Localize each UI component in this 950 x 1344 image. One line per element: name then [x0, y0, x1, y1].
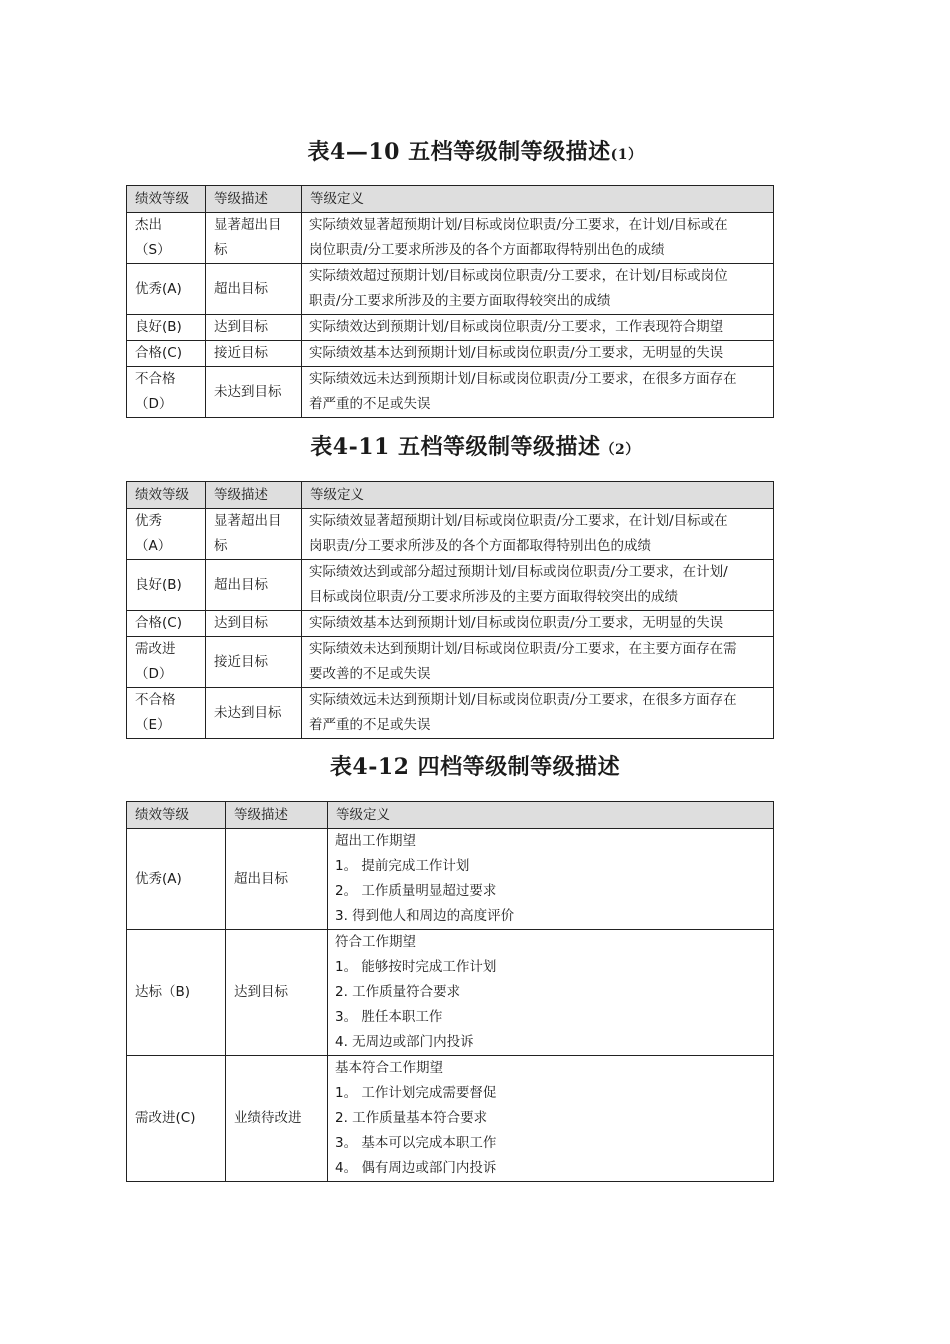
table-row	[127, 264, 774, 315]
cell-level	[127, 560, 206, 611]
cell-level	[127, 213, 206, 264]
cell-text-line: 岗职责/分工要求所涉及的各个方面都取得特别出色的成绩	[309, 538, 652, 554]
cell-text-line: 达到目标	[234, 984, 288, 1000]
cell-text-line: 3。 基本可以完成本职工作	[335, 1135, 497, 1151]
cell-text-line: 职责/分工要求所涉及的主要方面取得较突出的成绩	[309, 293, 611, 309]
cell-text-line: 合格(C)	[135, 615, 182, 631]
cell-definition	[302, 509, 774, 560]
table-title-sub: （2）	[600, 442, 640, 458]
grade-table-4-10	[126, 185, 774, 418]
cell-level	[127, 1056, 226, 1182]
table-row	[127, 611, 774, 637]
cell-text-line: 实际绩效达到预期计划/目标或岗位职责/分工要求，工作表现符合期望	[309, 319, 724, 335]
cell-text-line: （A）	[135, 538, 172, 554]
cell-text-line: 达标（B)	[135, 984, 191, 1000]
cell-text-line: 合格(C)	[135, 345, 182, 361]
table-title-main: 表4-11 五档等级制等级描述	[310, 434, 601, 460]
cell-definition	[328, 1056, 774, 1182]
cell-description	[206, 315, 302, 341]
table-title	[0, 432, 950, 465]
cell-text-line: （E）	[135, 717, 171, 733]
table-row	[127, 341, 774, 367]
cell-text-line: 不合格	[135, 371, 176, 387]
cell-text-line: 1。 能够按时完成工作计划	[335, 959, 497, 975]
cell-definition	[302, 213, 774, 264]
cell-definition	[302, 367, 774, 418]
cell-text-line: （D）	[135, 396, 173, 412]
cell-text-line: 需改进(C)	[135, 1110, 196, 1126]
table-title	[0, 137, 950, 170]
cell-description	[206, 688, 302, 739]
cell-text-line: 1。 工作计划完成需要督促	[335, 1085, 497, 1101]
cell-definition	[302, 341, 774, 367]
cell-text-line: 2。 工作质量明显超过要求	[335, 883, 497, 899]
cell-description	[206, 637, 302, 688]
cell-text-line: 需改进	[135, 641, 176, 657]
table-row	[127, 1056, 774, 1182]
cell-definition	[302, 688, 774, 739]
cell-text-line: 实际绩效远未达到预期计划/目标或岗位职责/分工要求，在很多方面存在	[309, 692, 737, 708]
grade-table-4-11	[126, 481, 774, 739]
cell-level	[127, 509, 206, 560]
cell-text-line: 着严重的不足或失误	[309, 396, 431, 412]
header-description: 等级描述	[206, 482, 302, 509]
cell-level	[127, 264, 206, 315]
header-definition: 等级定义	[302, 482, 774, 509]
cell-definition	[328, 829, 774, 930]
header-level: 绩效等级	[127, 802, 226, 829]
cell-level	[127, 637, 206, 688]
cell-definition	[302, 637, 774, 688]
cell-text-line: 要改善的不足或失误	[309, 666, 431, 682]
cell-description	[206, 264, 302, 315]
cell-text-line: 达到目标	[214, 615, 268, 631]
cell-text-line: 实际绩效显著超预期计划/目标或岗位职责/分工要求，在计划/目标或在	[309, 217, 728, 233]
cell-text-line: 实际绩效未达到预期计划/目标或岗位职责/分工要求，在主要方面存在需	[309, 641, 737, 657]
cell-level	[127, 315, 206, 341]
cell-definition	[302, 264, 774, 315]
table-row	[127, 829, 774, 930]
cell-text-line: 4。 偶有周边或部门内投诉	[335, 1160, 497, 1176]
table-row	[127, 213, 774, 264]
header-level: 绩效等级	[127, 186, 206, 213]
header-definition: 等级定义	[302, 186, 774, 213]
cell-level	[127, 829, 226, 930]
header-description: 等级描述	[226, 802, 328, 829]
header-description: 等级描述	[206, 186, 302, 213]
cell-text-line: 实际绩效达到或部分超过预期计划/目标或岗位职责/分工要求，在计划/	[309, 564, 728, 580]
table-title-main: 表4-12 四档等级制等级描述	[329, 754, 621, 780]
cell-description	[206, 611, 302, 637]
cell-text-line: 业绩待改进	[234, 1110, 302, 1126]
cell-text-line: 杰出	[135, 217, 162, 233]
cell-text-line: 接近目标	[214, 345, 268, 361]
cell-text-line: 超出目标	[214, 576, 268, 593]
cell-text-line: 显著超出目	[214, 513, 282, 529]
cell-text-line: （D）	[135, 666, 173, 682]
table-row	[127, 509, 774, 560]
cell-text-line: 着严重的不足或失误	[309, 717, 431, 733]
cell-text-line: 显著超出目	[214, 217, 282, 233]
cell-level	[127, 688, 206, 739]
cell-text-line: 符合工作期望	[335, 934, 416, 950]
cell-description	[206, 560, 302, 611]
table-header-row	[127, 802, 774, 829]
cell-text-line: 良好(B)	[135, 576, 182, 593]
table-row	[127, 637, 774, 688]
cell-text-line: 实际绩效超过预期计划/目标或岗位职责/分工要求，在计划/目标或岗位	[309, 268, 728, 284]
cell-text-line: 实际绩效基本达到预期计划/目标或岗位职责/分工要求，无明显的失误	[309, 615, 724, 631]
cell-text-line: 2. 工作质量基本符合要求	[335, 1110, 488, 1126]
cell-definition	[302, 611, 774, 637]
cell-text-line: 4. 无周边或部门内投诉	[335, 1034, 474, 1050]
table-title	[0, 752, 950, 785]
table-title-main: 表4—10 五档等级制等级描述	[307, 139, 611, 165]
cell-description	[226, 829, 328, 930]
cell-text-line: 1。 提前完成工作计划	[335, 858, 470, 874]
cell-text-line: 接近目标	[214, 653, 268, 670]
table-header-row	[127, 186, 774, 213]
cell-level	[127, 611, 206, 637]
cell-description	[206, 367, 302, 418]
cell-text-line: 不合格	[135, 692, 176, 708]
table-title-sub: (1）	[610, 147, 643, 163]
cell-text-line: 2. 工作质量符合要求	[335, 984, 461, 1000]
cell-text-line: 优秀	[135, 513, 162, 529]
cell-text-line: 良好(B)	[135, 319, 182, 335]
cell-text-line: 实际绩效远未达到预期计划/目标或岗位职责/分工要求，在很多方面存在	[309, 371, 737, 387]
cell-text-line: 达到目标	[214, 319, 268, 335]
cell-level	[127, 341, 206, 367]
cell-text-line: 超出工作期望	[335, 833, 416, 849]
cell-text-line: 未达到目标	[214, 704, 282, 721]
cell-text-line: 超出目标	[214, 280, 268, 297]
cell-definition	[302, 560, 774, 611]
cell-text-line: 目标或岗位职责/分工要求所涉及的主要方面取得较突出的成绩	[309, 589, 679, 605]
cell-text-line: 岗位职责/分工要求所涉及的各个方面都取得特别出色的成绩	[309, 242, 665, 258]
cell-text-line: 实际绩效显著超预期计划/目标或岗位职责/分工要求，在计划/目标或在	[309, 513, 728, 529]
cell-text-line: 超出目标	[234, 870, 288, 887]
table-row	[127, 688, 774, 739]
header-definition: 等级定义	[328, 802, 774, 829]
cell-level	[127, 367, 206, 418]
grade-table-4-12	[126, 801, 774, 1182]
cell-description	[206, 509, 302, 560]
cell-text-line: 3. 得到他人和周边的高度评价	[335, 908, 515, 924]
cell-text-line: 3。 胜任本职工作	[335, 1009, 443, 1025]
table-header-row	[127, 482, 774, 509]
cell-text-line: 标	[214, 242, 228, 258]
table-row	[127, 560, 774, 611]
cell-text-line: 优秀(A)	[135, 870, 182, 887]
cell-text-line: 实际绩效基本达到预期计划/目标或岗位职责/分工要求，无明显的失误	[309, 345, 724, 361]
cell-description	[206, 213, 302, 264]
cell-text-line: 优秀(A)	[135, 280, 182, 297]
cell-text-line: 基本符合工作期望	[335, 1060, 443, 1076]
cell-definition	[302, 315, 774, 341]
cell-description	[226, 930, 328, 1056]
header-level: 绩效等级	[127, 482, 206, 509]
cell-text-line: 标	[214, 538, 228, 554]
cell-description	[206, 341, 302, 367]
cell-text-line: 未达到目标	[214, 383, 282, 400]
cell-description	[226, 1056, 328, 1182]
cell-definition	[328, 930, 774, 1056]
table-row	[127, 367, 774, 418]
cell-text-line: （S）	[135, 242, 171, 258]
table-row	[127, 930, 774, 1056]
table-row	[127, 315, 774, 341]
cell-level	[127, 930, 226, 1056]
